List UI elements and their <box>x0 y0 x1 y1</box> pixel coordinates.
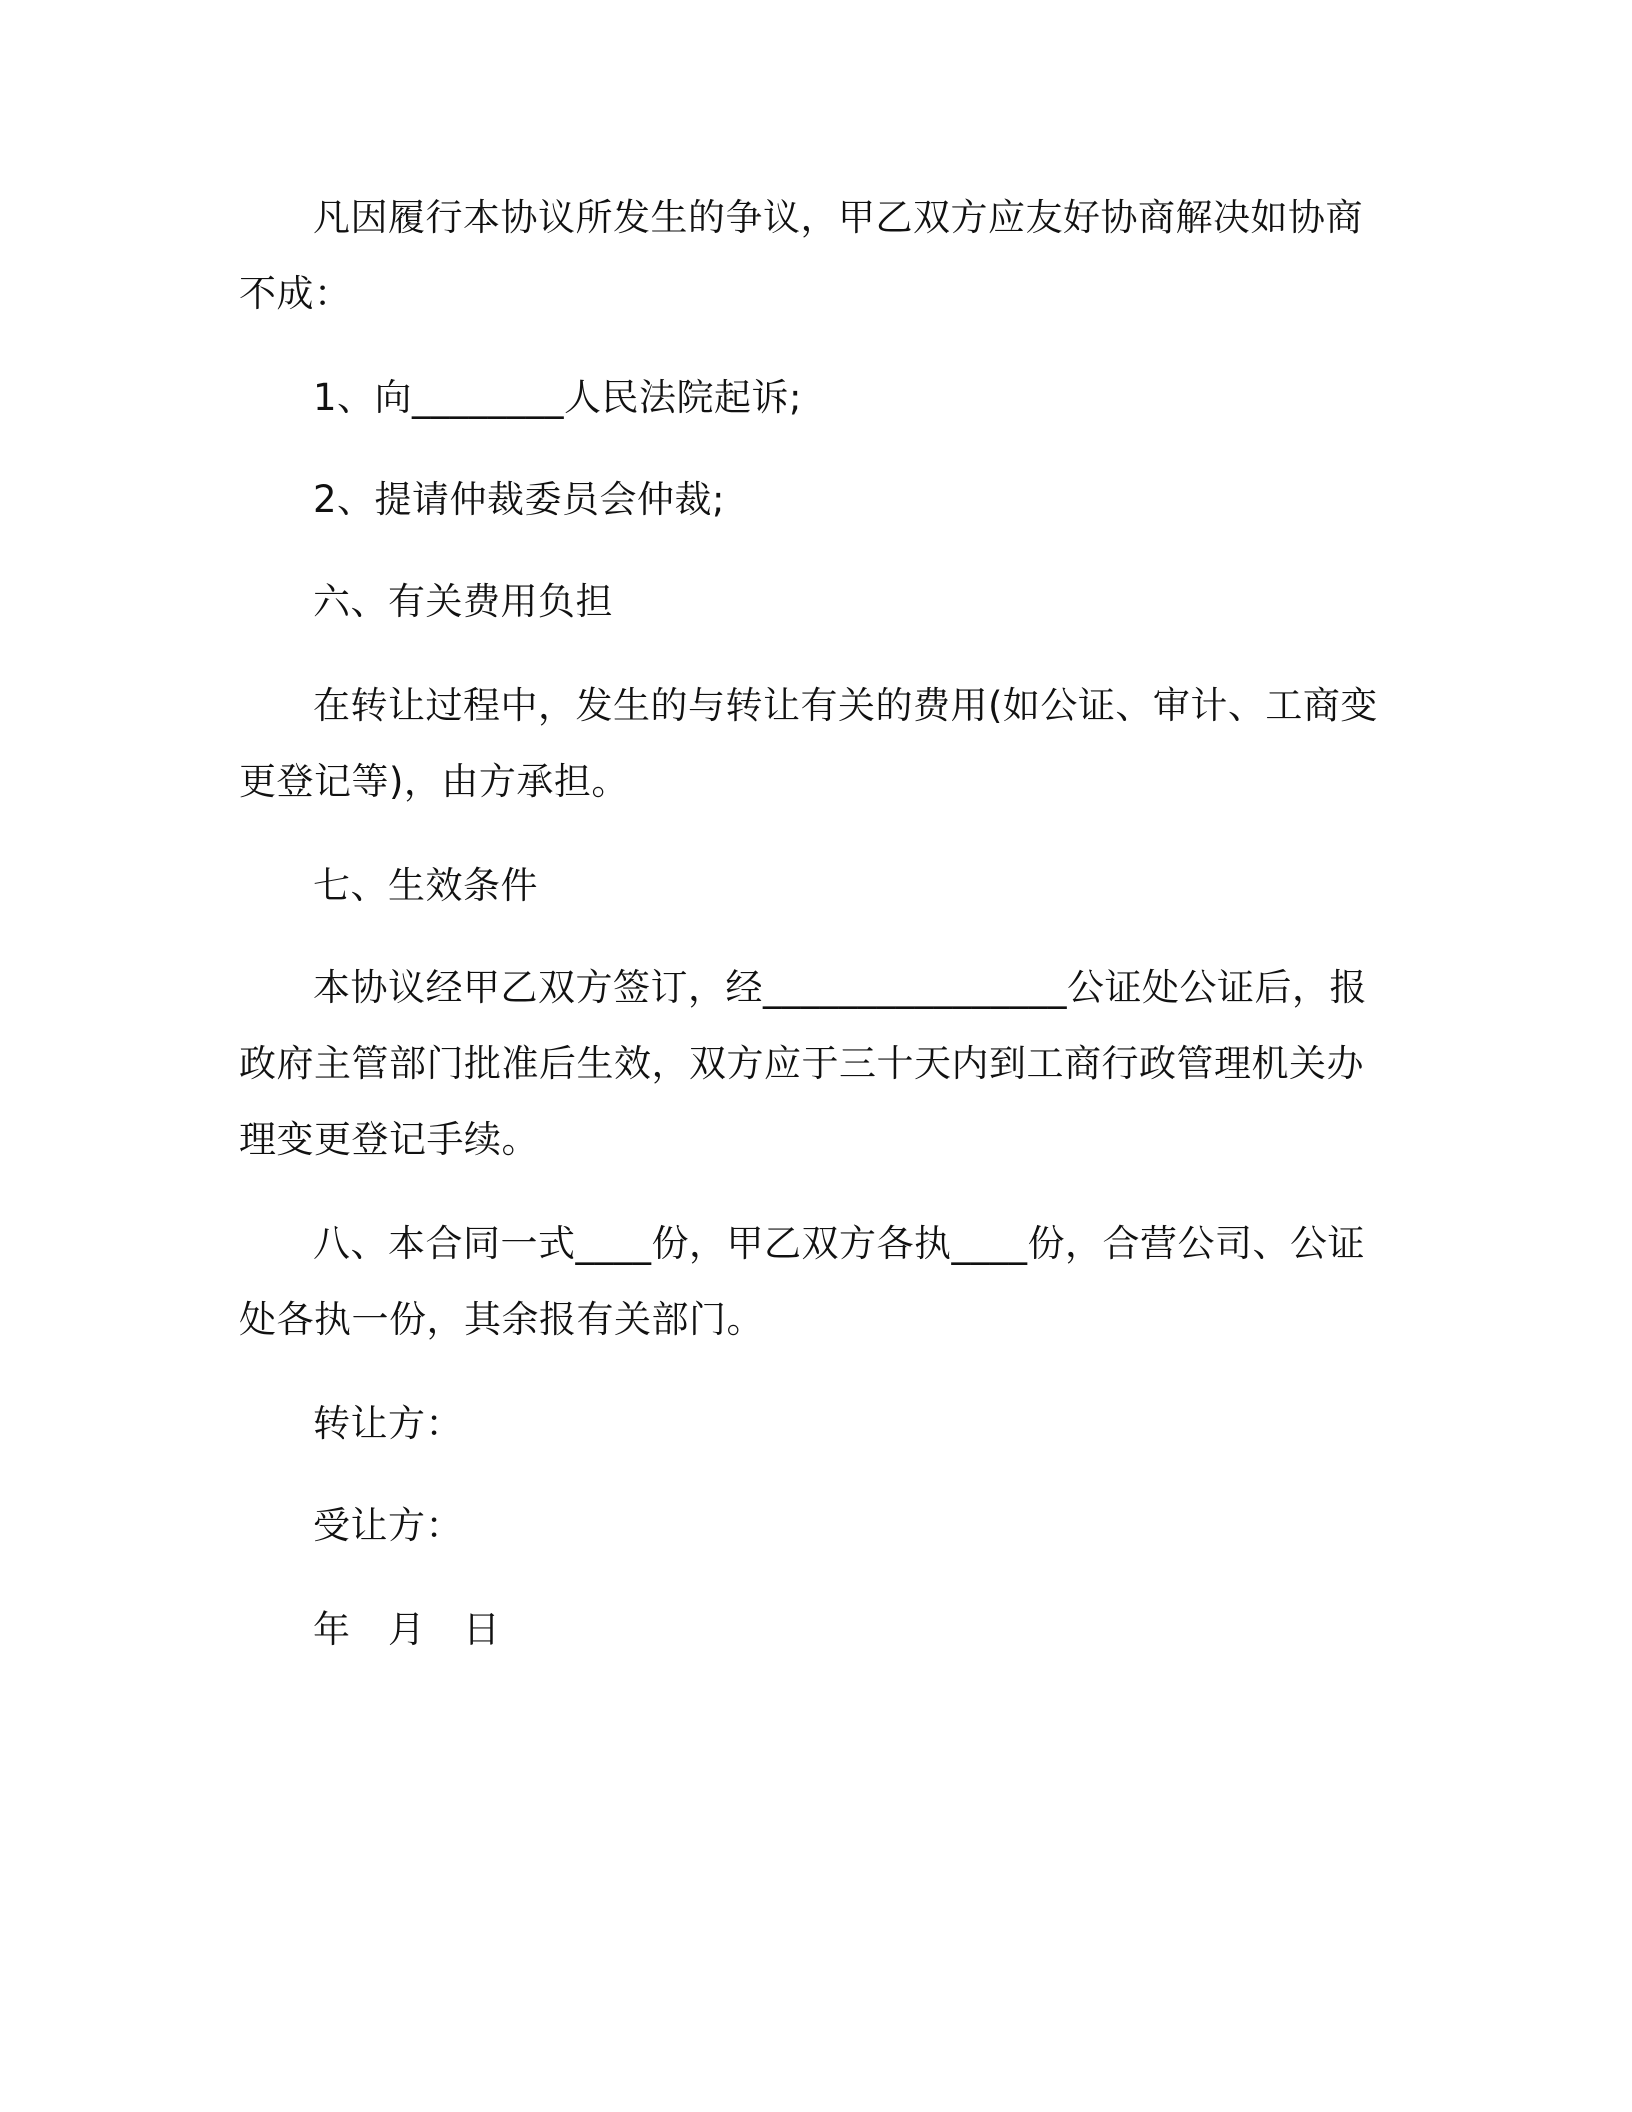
section-6-heading: 六、有关费用负担 <box>313 580 613 623</box>
dispute-option-2: 2、提请仲裁委员会仲裁; <box>313 478 726 521</box>
section-7-line-2: 政府主管部门批准后生效，双方应于三十天内到工商行政管理机关办 <box>239 1042 1364 1085</box>
section-7-line-3: 理变更登记手续。 <box>239 1118 539 1161</box>
transferee-signature-label: 受让方： <box>313 1504 463 1547</box>
dispute-clause-line-2: 不成： <box>239 272 352 315</box>
section-8-line-1: 八、本合同一式____份，甲乙双方各执____份，合营公司、公证 <box>313 1222 1365 1265</box>
dispute-clause-line-1: 凡因履行本协议所发生的争议，甲乙双方应友好协商解决如协商 <box>313 196 1363 239</box>
section-6-line-1: 在转让过程中，发生的与转让有关的费用(如公证、审计、工商变 <box>313 684 1378 727</box>
dispute-option-1: 1、向________人民法院起诉; <box>313 376 803 419</box>
transferor-signature-label: 转让方： <box>313 1402 463 1445</box>
signing-date: 年 月 日 <box>313 1608 501 1651</box>
section-8-line-2: 处各执一份，其余报有关部门。 <box>239 1298 764 1341</box>
section-7-heading: 七、生效条件 <box>313 864 538 907</box>
section-7-line-1: 本协议经甲乙双方签订，经________________公证处公证后，报 <box>313 966 1367 1009</box>
section-6-line-2: 更登记等)，由方承担。 <box>239 760 629 803</box>
